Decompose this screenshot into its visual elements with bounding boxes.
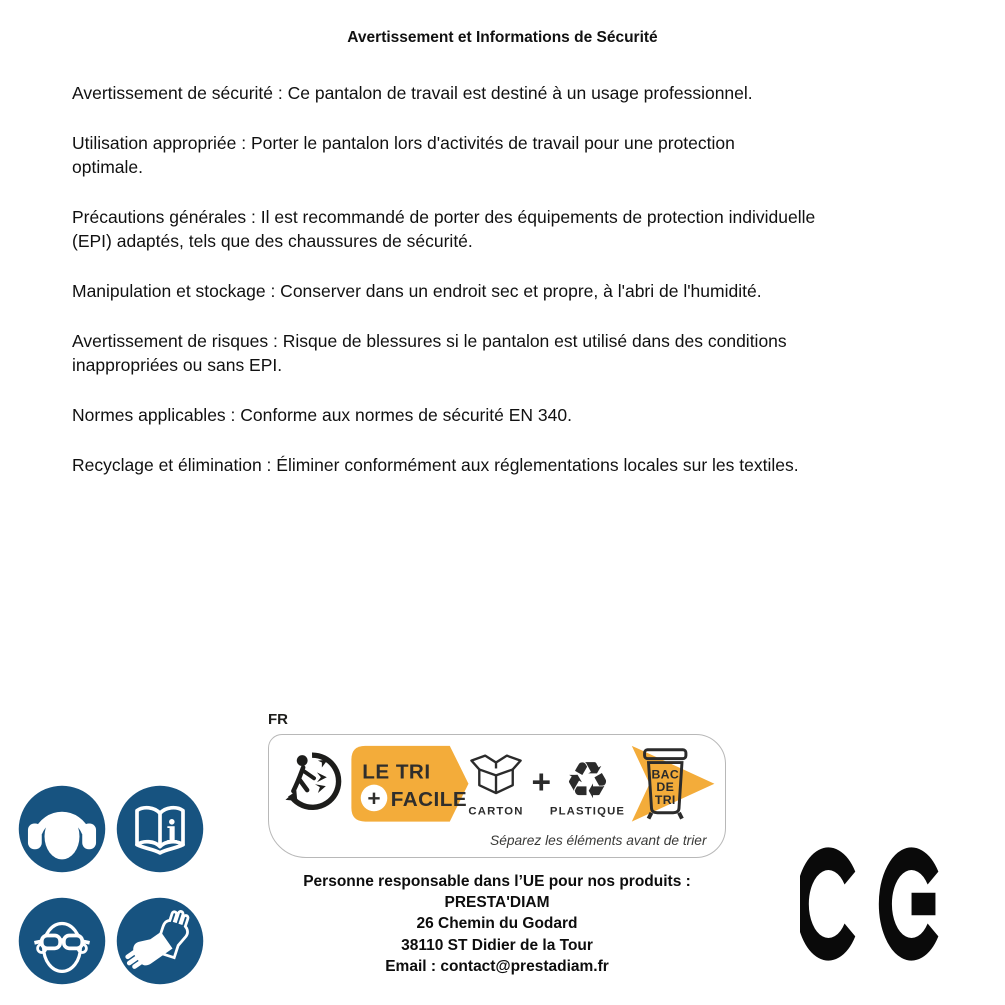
company-name: PRESTA'DIAM <box>444 894 550 912</box>
paragraph-safety-warning <box>72 81 972 105</box>
address-street: 26 Chemin du Godard <box>416 915 578 933</box>
paragraph-general-precautions <box>72 205 972 253</box>
paragraph-line: Utilisation appropriée : Porter le pantalon lors d'activités de travail pour une protection <box>72 133 735 153</box>
paragraph-risk-warning <box>72 329 972 377</box>
plastique-label: PLASTIQUE <box>549 805 626 818</box>
paragraph-line: optimale. <box>72 157 144 177</box>
responsible-line: Personne responsable dans l’UE pour nos produits : <box>303 873 691 890</box>
tri-facile-sorting-label <box>268 734 726 858</box>
read-manual-icon <box>114 783 206 875</box>
bin-text-line: DE <box>656 780 675 795</box>
protective-gloves-icon <box>114 895 206 987</box>
paragraph-standards <box>72 403 972 427</box>
manual-info-letter: i <box>166 813 178 849</box>
headline-le-tri: LE TRI <box>362 760 431 784</box>
paragraph-recycling <box>72 453 972 477</box>
paragraph-line: Manipulation et stockage : Conserver dans un endroit sec et propre, à l'abri de l'humidité. <box>72 281 762 301</box>
bin-text-line: TRI <box>654 792 676 807</box>
bin-text-line: BAC <box>651 767 679 782</box>
country-code-label: FR <box>268 711 288 728</box>
paragraph-handling-storage <box>72 279 972 303</box>
carton-box-icon <box>471 756 520 793</box>
paragraph-line: (EPI) adaptés, tels que des chaussures de sécurité. <box>72 231 473 251</box>
sorting-label-graphic <box>269 735 725 857</box>
recycling-triangle-icon: ♻ <box>564 751 611 809</box>
paragraph-proper-use <box>72 131 972 179</box>
paragraph-line: inappropriées ou sans EPI. <box>72 355 283 375</box>
safety-paragraphs <box>72 81 972 503</box>
sorting-caption: Séparez les éléments avant de trier <box>490 833 707 849</box>
ear-protection-icon <box>16 783 108 875</box>
address-city: 38110 ST Didier de la Tour <box>401 936 593 954</box>
carton-label: CARTON <box>468 805 524 818</box>
plus-separator: + <box>531 764 552 802</box>
responsible-person-block <box>237 871 757 977</box>
paragraph-line: Normes applicables : Conforme aux normes de sécurité EN 340. <box>72 405 572 425</box>
eye-protection-icon <box>16 895 108 987</box>
ce-marking-icon <box>800 846 940 962</box>
paragraph-line: Avertissement de sécurité : Ce pantalon de travail est destiné à un usage professionnel. <box>72 83 753 103</box>
sorting-bin-icon <box>645 750 686 819</box>
paragraph-line: Avertissement de risques : Risque de blessures si le pantalon est utilisé dans des conditions <box>72 331 787 351</box>
paragraph-line: Précautions générales : Il est recommandé de porter des équipements de protection individuelle <box>72 207 816 227</box>
triman-icon <box>285 755 338 807</box>
headline-facile: FACILE <box>390 787 468 811</box>
paragraph-line: Recyclage et élimination : Éliminer conformément aux réglementations locales sur les textiles. <box>72 455 799 475</box>
plus-badge-sign: + <box>367 785 381 811</box>
contact-email: Email : contact@prestadiam.fr <box>385 957 609 975</box>
page-title: Avertissement et Informations de Sécurité <box>347 29 658 46</box>
